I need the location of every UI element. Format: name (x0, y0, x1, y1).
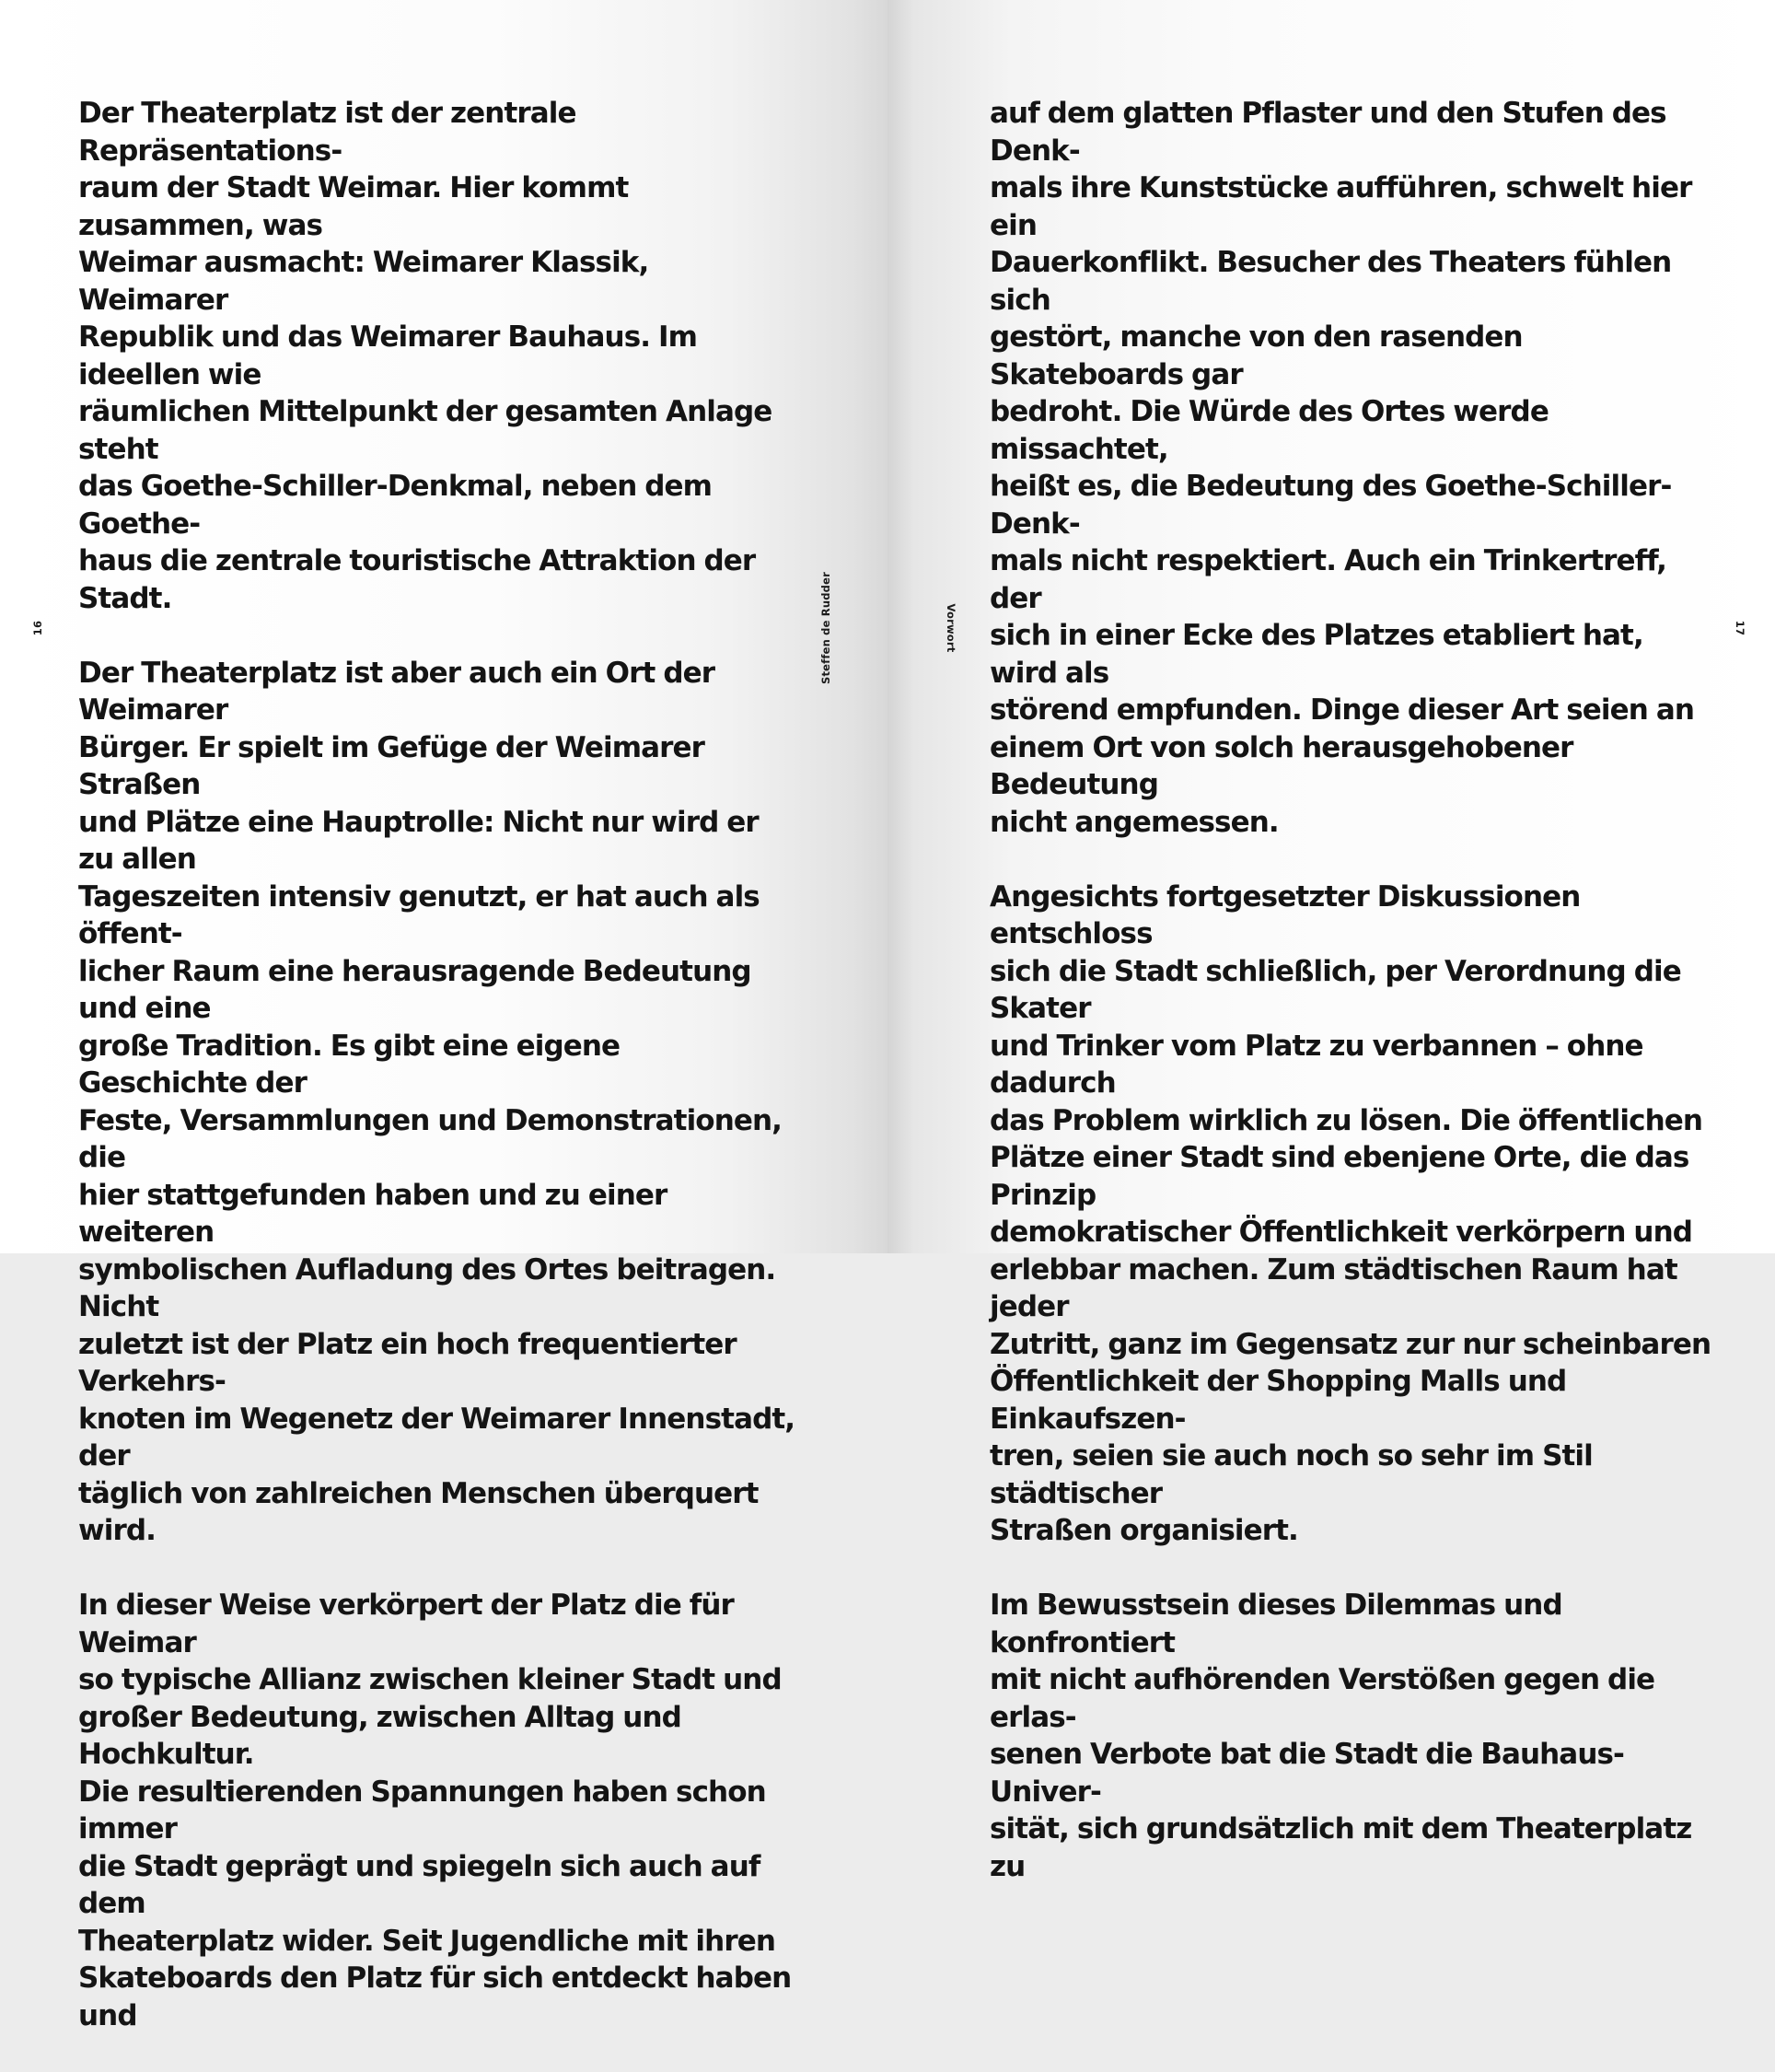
left-page (0, 0, 888, 2032)
right-paragraph-2: Angesichts fortgesetzter Diskussionen entschloss sich die Stadt schließlich, per Verordnung die Skater und Trinker vom Platz zu verbannen – ohne dadurch das Problem wirklich zu lösen. Die öffentlichen Plätze einer Stadt sind ebenjene Orte, die das Prinzip demokratischer Öffentlichkeit verkörpern und erlebbar machen. Zum städtischen Raum hat jeder Zutritt, ganz im Gegensatz zur nur scheinbaren Öffentlichkeit der Shopping Malls und Einkaufszen- tren, seien sie auch noch so sehr im Stil städtischer Straßen organisiert. (990, 879, 1711, 1547)
right-page (888, 0, 1775, 1883)
left-paragraph-3: In dieser Weise verkörpert der Platz die für Weimar so typische Allianz zwischen kleiner Stadt und großer Bedeutung, zwischen Alltag und Hochkultur. Die resultierenden Spannungen haben schon immer die Stadt geprägt und spiegeln sich auch auf dem Theaterplatz wider. Seit Jugendliche mit ihren Skateboards den Platz für sich entdeckt haben und (78, 1589, 792, 2032)
right-body-text (990, 95, 1717, 1923)
right-paragraph-3: Im Bewusstsein dieses Dilemmas und konfrontiert mit nicht aufhörenden Verstößen gegen die erlas- senen Verbote bat die Stadt die Bauhaus-Univer- sität, sich grundsätzlich mit dem Theaterplatz zu (990, 1589, 1692, 1883)
left-page-number: 16 (31, 620, 44, 636)
left-paragraph-2: Der Theaterplatz ist aber auch ein Ort der Weimarer Bürger. Er spielt im Gefüge der Weimarer Straßen und Plätze eine Hauptrolle: Nicht nur wird er zu allen Tageszeiten intensiv genutzt, er hat auch als öffent- licher Raum eine herausragende Bedeutung und eine große Tradition. Es gibt eine eigene Geschichte der Feste, Versammlungen und Demonstrationen, die hier stattgefunden haben und zu einer weiteren symbolischen Aufladung des Ortes beitragen. Nicht zuletzt ist der Platz ein hoch frequentierter Verkehrs- knoten im Wegenetz der Weimarer Innenstadt, der täglich von zahlreichen Menschen überquert wird. (78, 656, 795, 1547)
right-running-head: Vorwort (945, 603, 957, 653)
left-body-text (78, 95, 796, 2072)
left-running-head: Steffen de Rudder (819, 572, 832, 684)
right-page-number: 17 (1734, 620, 1746, 636)
right-paragraph-1: auf dem glatten Pflaster und den Stufen des Denk- mals ihre Kunststücke aufführen, schwelt hier ein Dauerkonflikt. Besucher des Theaters fühlen sich gestört, manche von den rasenden Skateboards gar bedroht. Die Würde des Ortes werde missachtet, heißt es, die Bedeutung des Goethe-Schiller-Denk- mals nicht respektiert. Auch ein Trinkertreff, der sich in einer Ecke des Platzes etabliert hat, wird als störend empfunden. Dinge dieser Art seien an einem Ort von solch herausgehobener Bedeutung nicht angemessen. (990, 97, 1695, 839)
left-paragraph-1: Der Theaterplatz ist der zentrale Repräsentations- raum der Stadt Weimar. Hier kommt zusammen, was Weimar ausmacht: Weimarer Klassik, Weimarer Republik und das Weimarer Bauhaus. Im ideellen wie räumlichen Mittelpunkt der gesamten Anlage steht das Goethe-Schiller-Denkmal, neben dem Goethe- haus die zentrale touristische Attraktion der Stadt. (78, 97, 772, 615)
